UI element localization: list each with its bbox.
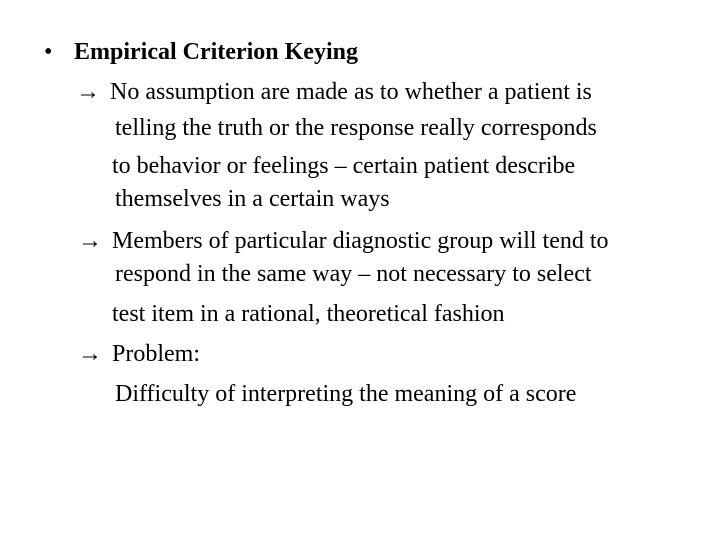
slide-heading: Empirical Criterion Keying	[74, 39, 358, 65]
point-1-line-3: to behavior or feelings – certain patient describe	[112, 153, 576, 179]
point-text: No assumption are made as to whether a patient is	[110, 79, 592, 105]
point-3-line-2: Difficulty of interpreting the meaning of a score	[115, 381, 577, 407]
point-text: Members of particular diagnostic group will tend to	[112, 228, 609, 254]
point-2-line-1	[78, 225, 609, 257]
point-2-line-2: respond in the same way – not necessary to select	[115, 261, 592, 287]
point-1-line-1	[76, 76, 592, 108]
arrow-right-icon: →	[76, 79, 100, 105]
main-bullet	[44, 36, 358, 68]
arrow-right-icon: →	[78, 228, 102, 254]
point-text: Problem:	[112, 341, 200, 367]
arrow-right-icon: →	[78, 341, 102, 367]
point-1-line-2: telling the truth or the response really corresponds	[115, 115, 597, 141]
bullet-icon: •	[44, 39, 53, 65]
point-1-line-4: themselves in a certain ways	[115, 186, 390, 212]
point-3-line-1	[78, 338, 200, 370]
point-2-line-3: test item in a rational, theoretical fashion	[112, 301, 505, 327]
